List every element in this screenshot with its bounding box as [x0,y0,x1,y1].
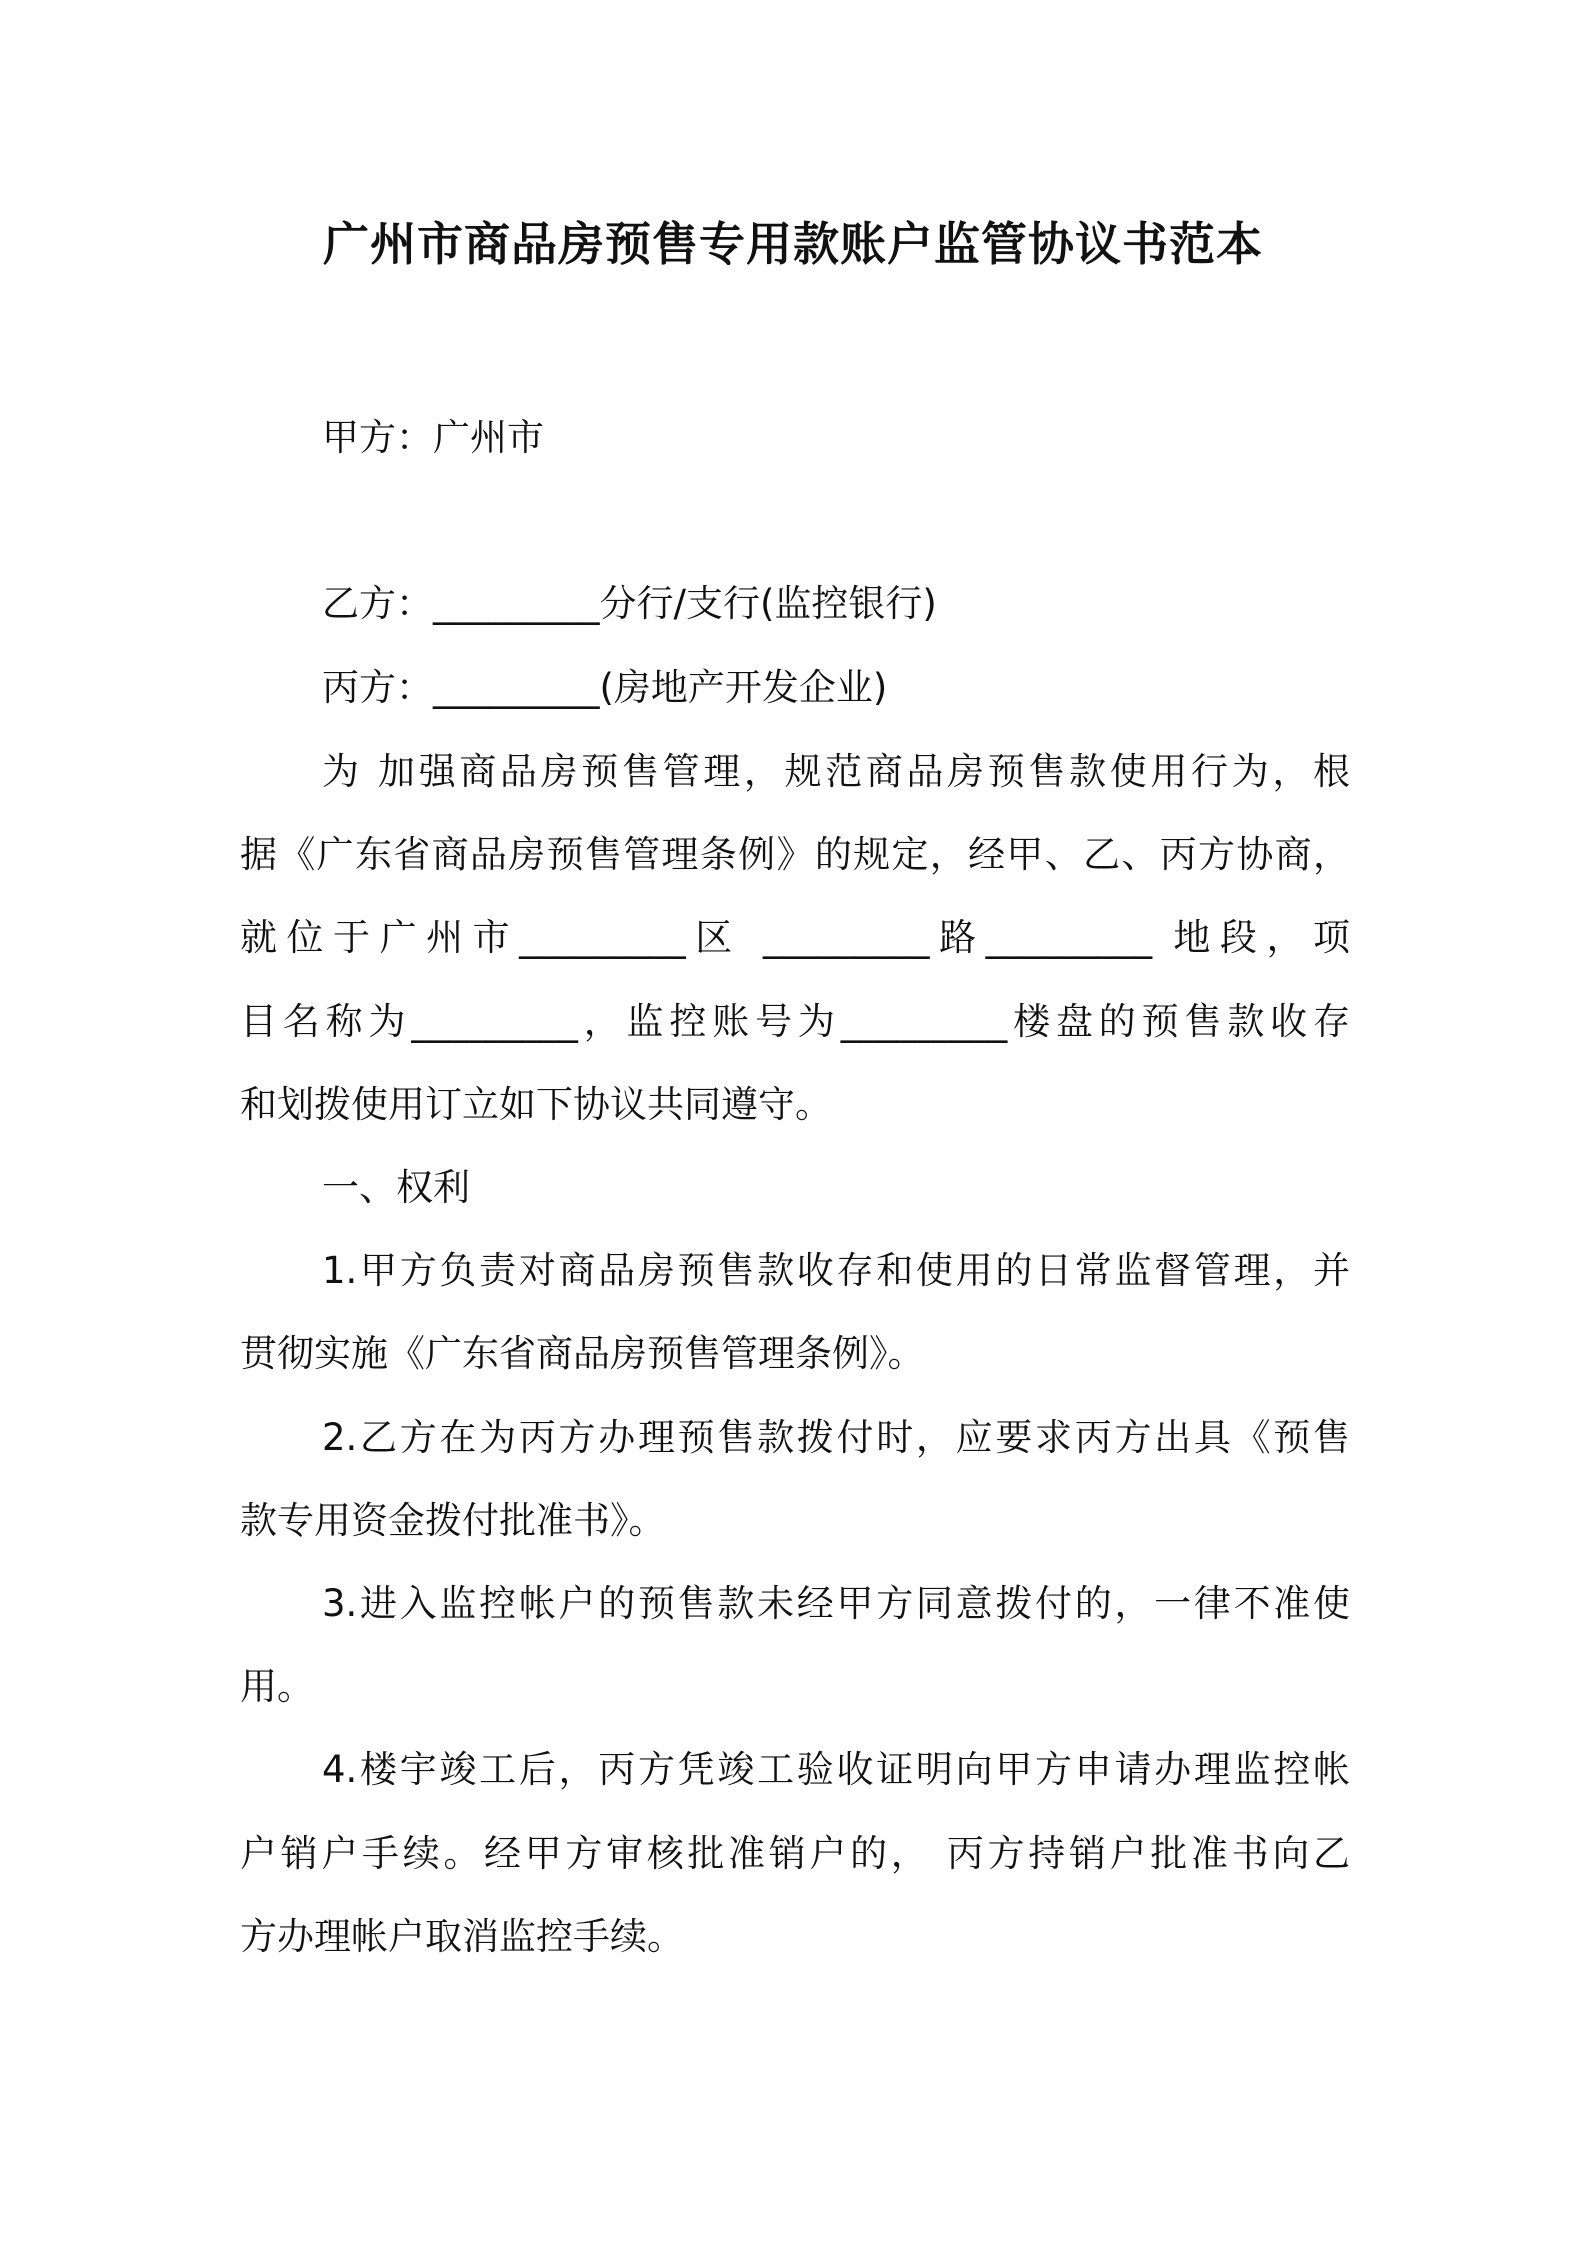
clause-line: 2.乙方在为丙方办理预售款拨付时，应要求丙方出具《预售 [322,1416,1350,1459]
party-b-line: 乙方：_________分行/支行(监控银行) [322,582,937,625]
clause-line: 方办理帐户取消监控手续。 [240,1915,684,1958]
intro-line: 和划拨使用订立如下协议共同遵守。 [240,1083,832,1126]
party-a-line: 甲方：广州市 [322,416,544,459]
clause-line: 4.楼宇竣工后，丙方凭竣工验收证明向甲方申请办理监控帐 [322,1748,1350,1791]
intro-line: 据《广东省商品房预售管理条例》的规定，经甲、乙、丙方协商， [240,833,1350,876]
section-heading: 一、权利 [322,1166,470,1209]
clause-line: 户销户手续。经甲方审核批准销户的， 丙方持销户批准书向乙 [240,1832,1350,1875]
clause-line: 用。 [240,1665,314,1708]
clause-line: 3.进入监控帐户的预售款未经甲方同意拨付的，一律不准使 [322,1582,1350,1625]
clause-line: 1.甲方负责对商品房预售款收存和使用的日常监督管理，并 [322,1249,1350,1292]
document-title: 广州市商品房预售专用款账户监管协议书范本 [323,217,1263,271]
intro-line: 目名称为_________，监控账号为_________楼盘的预售款收存 [240,1000,1350,1043]
party-c-line: 丙方：_________(房地产开发企业) [322,666,888,709]
clause-line: 贯彻实施《广东省商品房预售管理条例》。 [240,1332,925,1375]
intro-line: 就位于广州市_________区 _________路_________ 地段，项 [240,916,1350,959]
intro-line: 为 加强商品房预售管理，规范商品房预售款使用行为，根 [322,750,1350,793]
clause-line: 款专用资金拨付批准书》。 [240,1499,666,1542]
